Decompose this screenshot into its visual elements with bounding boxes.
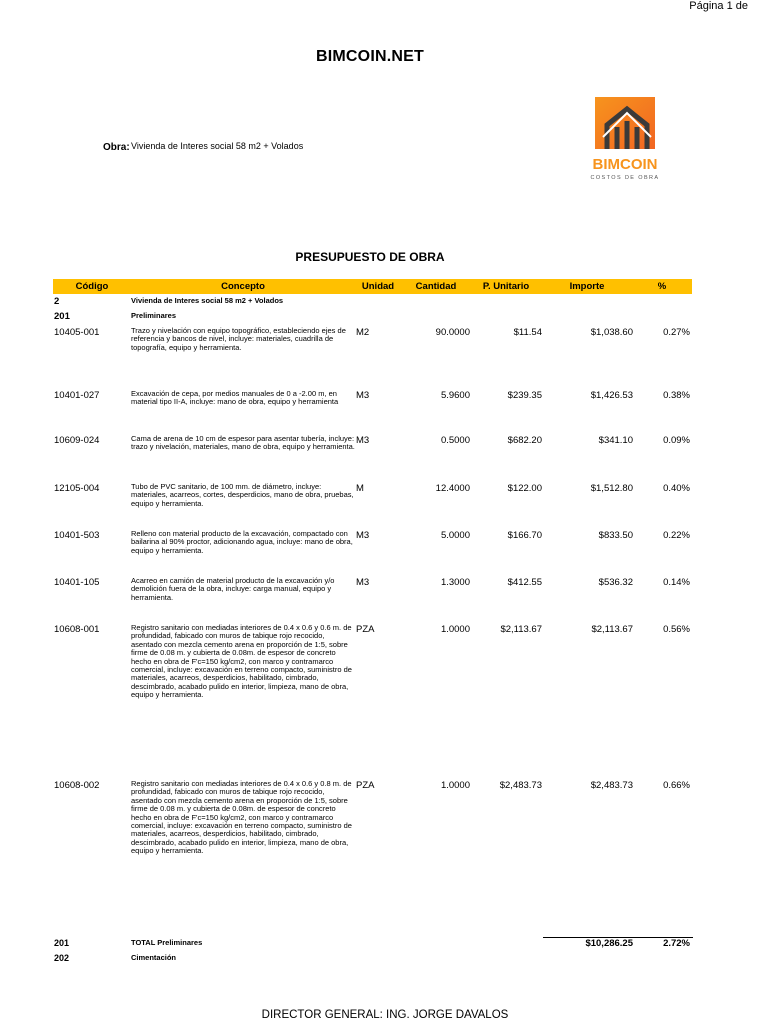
col-unidad: Unidad: [361, 281, 395, 292]
row-concept: Excavación de cepa, por medios manuales de 0 a -2.00 m, en material tipo II-A, incluye: mano de obra, equipo y herramienta: [131, 389, 339, 407]
row-qty: 90.0000: [435, 327, 470, 338]
row-unit: M3: [356, 390, 370, 401]
logo-name: BIMCOIN: [592, 156, 658, 173]
footer: DIRECTOR GENERAL: ING. JORGE DAVALOS: [261, 1009, 509, 1021]
obra-label: Obra:: [103, 142, 130, 153]
row-unit: PZA: [356, 780, 375, 791]
row-concept: Tubo de PVC sanitario, de 100 mm. de diámetro, incluye: materiales, acarreos, cortes, desperdicios, mano de obra, pruebas, equipo y herramienta.: [131, 482, 354, 508]
col-importe: Importe: [569, 281, 605, 292]
row-code: 10608-002: [54, 780, 100, 791]
row-price: $122.00: [507, 483, 542, 494]
obra-value: Vivienda de Interes social 58 m2 + Volados: [131, 141, 304, 151]
col-codigo: Código: [75, 281, 109, 292]
row-qty: 1.3000: [440, 577, 470, 588]
row-price: $166.70: [507, 530, 542, 541]
col-cantidad: Cantidad: [415, 281, 457, 292]
row-amount: $833.50: [598, 530, 633, 541]
row-qty: 5.9600: [440, 390, 470, 401]
row-code: 12105-004: [54, 483, 100, 494]
row-pct: 0.38%: [663, 390, 690, 401]
row-amount: $2,113.67: [591, 624, 633, 635]
row-pct: 0.40%: [663, 483, 690, 494]
logo-graphic: [581, 97, 677, 189]
row-pct: 0.09%: [663, 435, 690, 446]
group-code: 2: [54, 296, 60, 307]
row-pct: 0.56%: [663, 624, 690, 635]
row-code: 10401-105: [54, 577, 100, 588]
total-code: 201: [54, 938, 70, 948]
bimcoin-logo: [581, 97, 677, 189]
row-amount: $1,038.60: [590, 327, 633, 338]
row-price: $682.20: [507, 435, 542, 446]
row-qty: 1.0000: [440, 624, 470, 635]
row-unit: M3: [356, 435, 370, 446]
page-number: Página 1 de: [689, 0, 748, 12]
total-amount: $10,286.25: [585, 938, 633, 949]
row-amount: $1,512.80: [590, 483, 633, 494]
group-name: Cimentación: [131, 953, 177, 962]
row-qty: 1.0000: [440, 780, 470, 791]
group-code: 202: [54, 953, 70, 963]
row-concept: Cama de arena de 10 cm de espesor para asentar tubería, incluye: trazo y nivelación, materiales, mano de obra, equipo y herramienta.: [131, 434, 355, 452]
row-price: $2,113.67: [500, 624, 542, 635]
col-concepto: Concepto: [221, 281, 265, 292]
row-concept: Trazo y nivelación con equipo topográfico, estableciendo ejes de referencia y bancos de nivel, incluye: materiales, cuadrilla de topografía, equipo y herramienta.: [131, 326, 346, 352]
row-amount: $1,426.53: [590, 390, 633, 401]
row-pct: 0.27%: [663, 327, 690, 338]
row-amount: $536.32: [598, 577, 633, 588]
row-price: $11.54: [513, 327, 542, 338]
row-unit: M3: [356, 530, 370, 541]
row-amount: $2,483.73: [590, 780, 633, 791]
col-pct: %: [657, 281, 667, 292]
row-qty: 5.0000: [440, 530, 470, 541]
row-concept: Relleno con material producto de la excavación, compactado con bailarina al 90% proctor, adicionando agua, incluye: mano de obra, equipo y herramienta.: [131, 529, 353, 555]
row-qty: 12.4000: [435, 483, 470, 494]
col-p-unitario: P. Unitario: [482, 281, 530, 292]
table-header: [53, 279, 692, 294]
row-code: 10608-001: [54, 624, 100, 635]
document-title: PRESUPUESTO DE OBRA: [295, 250, 445, 264]
row-code: 10401-027: [54, 390, 100, 401]
row-price: $412.55: [507, 577, 542, 588]
row-price: $2,483.73: [499, 780, 542, 791]
row-unit: M: [356, 483, 364, 494]
row-amount: $341.10: [598, 435, 633, 446]
row-pct: 0.22%: [663, 530, 690, 541]
row-unit: M3: [356, 577, 370, 588]
group-code: 201: [54, 311, 70, 322]
site-title: BIMCOIN.NET: [316, 48, 424, 65]
logo-tagline: COSTOS DE OBRA: [590, 175, 660, 181]
row-unit: PZA: [356, 624, 375, 635]
row-concept: Registro sanitario con mediadas interiores de 0.4 x 0.6 y 0.6 m. de profundidad, fabicado con muros de tabique rojo recocido, asentado con mezcla cemento arena en proporción de 1:5, sobre firme de 0.08 m. y cubierta de 0.08m. de espesor de concreto hecho en obra de F'c=150 kg/cm2, con marco y contramarco comercial, incluye: excavación en terreno compacto, suministro de materiales, acarreos, desperdicios, habilitado, cimbrado, descimbrado, acabado pulido en interior, limpieza, mano de obra, equipo y herramienta.: [131, 623, 352, 700]
row-concept: Acarreo en camión de material producto de la excavación y/o demolición fuera de la obra, incluye: carga manual, equipo y herramienta.: [131, 576, 335, 602]
total-label: TOTAL Preliminares: [131, 938, 203, 947]
row-price: $239.35: [507, 390, 542, 401]
row-unit: M2: [356, 327, 370, 338]
row-pct: 0.14%: [663, 577, 690, 588]
row-code: 10405-001: [54, 327, 100, 338]
row-qty: 0.5000: [440, 435, 470, 446]
row-code: 10401-503: [54, 530, 100, 541]
row-pct: 0.66%: [663, 780, 690, 791]
total-pct: 2.72%: [663, 938, 690, 949]
row-code: 10609-024: [54, 435, 100, 446]
group-name: Preliminares: [131, 311, 177, 320]
row-concept: Registro sanitario con mediadas interiores de 0.4 x 0.6 y 0.8 m. de profundidad, fabicado con muros de tabique rojo recocido, asentado con mezcla cemento arena en proporción de 1:5, sobre firme de 0.08 m. y cubierta de 0.08m. de espesor de concreto hecho en obra de F'c=150 kg/cm2, con marco y contramarco comercial, incluye: excavación en terreno compacto, suministro de materiales, acarreos, desperdicios, habilitado, cimbrado, descimbrado, acabado pulido en interior, limpieza, mano de obra, equipo y herramienta.: [131, 779, 352, 856]
group-name: Vivienda de Interes social 58 m2 + Volados: [131, 296, 284, 305]
